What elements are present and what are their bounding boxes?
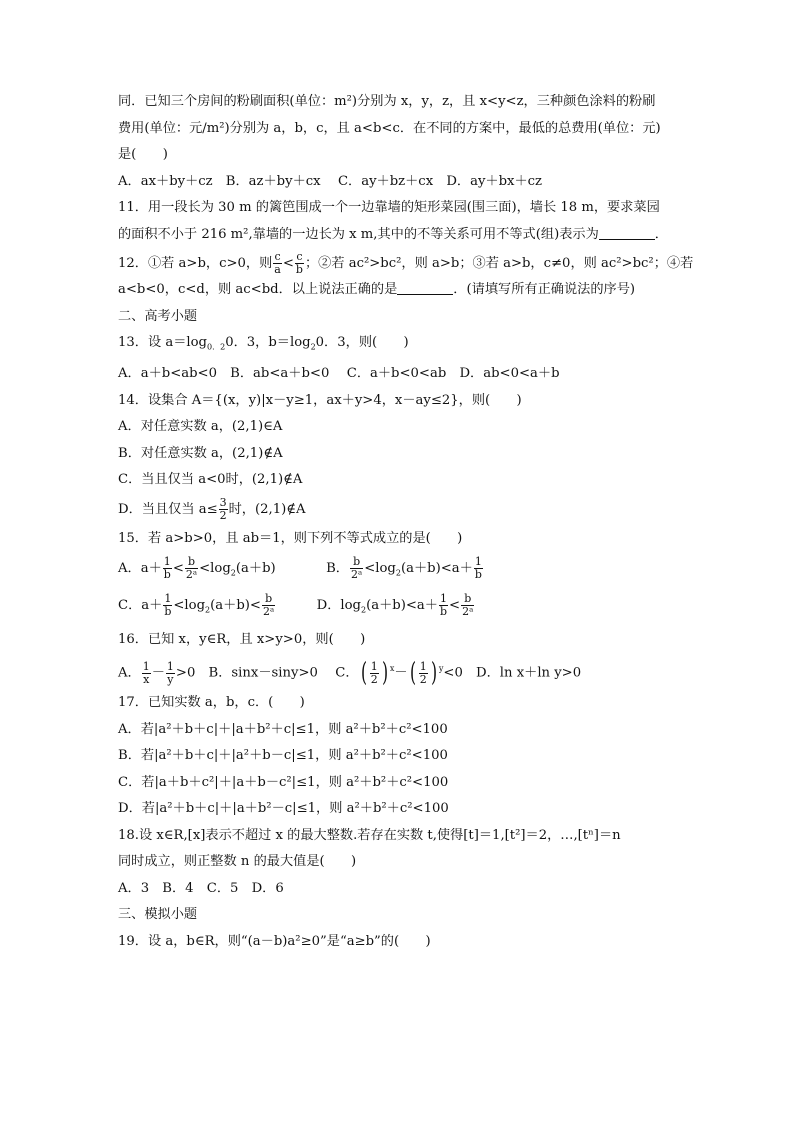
- answer-blank: [599, 225, 655, 240]
- option-c: C．当且仅当 a<0时，(2,1)∉A: [118, 472, 303, 488]
- fraction: $\frac{c}{b}$: [295, 250, 303, 276]
- fraction: $\frac{b}{\text{2ᵃ}}$: [350, 554, 363, 581]
- fraction: $\frac{b}{\text{2ᵃ}}$: [185, 554, 198, 581]
- text-line: 同．已知三个房间的粉刷面积(单位：m²)分别为 x，y，z，且 x<y<z，三种颜色涂料的粉刷: [118, 94, 656, 109]
- options-line: C．a＋ $\frac{1}{b}$ $<\log_2(a+b)<$ $\frac{b}{\text{2ᵃ}}$ D．$\log_2(a+b)<a+$ $\frac{1}{b}$ < $\frac{b}{\text{2ᵃ}}$: [118, 591, 474, 618]
- question-19: 19．设 a，b∈R，则“(a－b)a²≥0”是“a≥b”的( ): [118, 933, 431, 949]
- answer-blank: [397, 280, 453, 295]
- document-page: [118, 92, 694, 952]
- question-13: 13．设 $a=\log_{0.2}0$．3，$b=\log_20$．3，则( ): [118, 335, 409, 352]
- fraction: $\frac{b}{\text{2ᵃ}}$: [262, 591, 275, 618]
- fraction: $\frac{1}{2}$: [419, 659, 427, 686]
- options-line: A．a＋b<ab<0 B．ab<a＋b<0 C．a＋b<0<ab D．ab<0<a＋b: [118, 366, 560, 382]
- fraction: $\frac{b}{\text{2ᵃ}}$: [462, 591, 474, 618]
- fraction: $\frac{1}{b}$: [163, 554, 171, 581]
- fraction: $\frac{1}{b}$: [439, 591, 448, 618]
- question-18: 18.设 x∈R,[x]表示不超过 x 的最大整数.若存在实数 t,使得[t]＝1,[t²]＝2，…,[tⁿ]＝n: [118, 827, 621, 843]
- options-line: A． $\frac{1}{x}$ － $\frac{1}{y}$ >0 B．sinx－siny>0 C．( $\frac{1}{2}$ ) $^x$－( $\frac{1}{2}$ ) $^y$<0 D．ln x＋ln y>0: [118, 658, 582, 689]
- option-d: D．当且仅当 a≤ $\frac{3}{2}$ 时，(2,1)∉A: [118, 495, 306, 522]
- option-c: C．若|a＋b＋c²|＋|a＋b－c²|≤1，则 a²＋b²＋c²<100: [118, 774, 449, 790]
- question-11: 11．用一段长为 30 m 的篱笆围成一个一边靠墙的矩形菜园(围三面)，墙长 18 m，要求菜园: [118, 200, 660, 215]
- question-14: 14．设集合 A＝{(x，y)|x－y≥1，ax＋y>4，x－ay≤2}，则( ): [118, 392, 522, 408]
- option-b: B．若|a²＋b＋c|＋|a²＋b－c|≤1，则 a²＋b²＋c²<100: [118, 748, 448, 764]
- text-line: 费用(单位：元/m²)分别为 a，b，c，且 a<b<c．在不同的方案中，最低的总费用(单位：元): [118, 120, 661, 136]
- question-17: 17．已知实数 a，b，c．( ): [118, 695, 305, 711]
- options-line: A．a＋ $\frac{1}{b}$ < $\frac{b}{\text{2ᵃ}}$ $<\log_2(a+b)$ B． $\frac{b}{\text{2ᵃ}}$ $<\log_2(a+b)<a+$ $\frac{1}{b}$: [118, 554, 482, 581]
- option-d: D．若|a²＋b＋c|＋|a＋b²－c|≤1，则 a²＋b²＋c²<100: [118, 801, 449, 817]
- fraction: $\frac{1}{y}$: [166, 659, 174, 686]
- fraction: $\frac{c}{a}$: [274, 250, 281, 276]
- text-line: 的面积不小于 216 m²,靠墙的一边长为 x m,其中的不等关系可用不等式(组)表示为 ．: [118, 226, 668, 242]
- options-line: A．ax＋by＋cz B．az＋by＋cx C．ay＋bz＋cx D．ay＋bx＋cz: [118, 173, 542, 189]
- text-line: 是( ): [118, 147, 168, 162]
- fraction: $\frac{1}{2}$: [370, 659, 378, 686]
- question-15: 15．若 a>b>0，且 ab＝1，则下列不等式成立的是( ): [118, 531, 463, 547]
- fraction: $\frac{3}{2}$: [219, 495, 227, 522]
- section-heading: 三、模拟小题: [118, 907, 198, 923]
- text-line: 同时成立，则正整数 n 的最大值是( ): [118, 854, 357, 870]
- fraction: $\frac{1}{x}$: [142, 659, 150, 686]
- question-12: 12．①若 a>b，c>0，则 $\frac{c}{a}$ < $\frac{c}{b}$ ；②若 ac²>bc²，则 a>b；③若 a>b，c≠0，则 ac²>bc²；④若: [118, 250, 694, 276]
- question-16: 16．已知 x，y∈R，且 x>y>0，则( ): [118, 631, 366, 647]
- fraction: $\frac{1}{b}$: [474, 554, 482, 581]
- fraction: $\frac{1}{b}$: [164, 591, 172, 618]
- text-line: a<b<0，c<d，则 ac<bd．以上说法正确的是 ．(请填写所有正确说法的序号): [118, 282, 636, 297]
- option-a: A．对任意实数 a，(2,1)∈A: [118, 419, 283, 435]
- option-a: A．若|a²＋b＋c|＋|a＋b²＋c|≤1，则 a²＋b²＋c²<100: [118, 721, 448, 737]
- options-line: A．3 B．4 C．5 D．6: [118, 880, 284, 896]
- section-heading: 二、高考小题: [118, 308, 198, 324]
- option-b: B．对任意实数 a，(2,1)∉A: [118, 445, 283, 461]
